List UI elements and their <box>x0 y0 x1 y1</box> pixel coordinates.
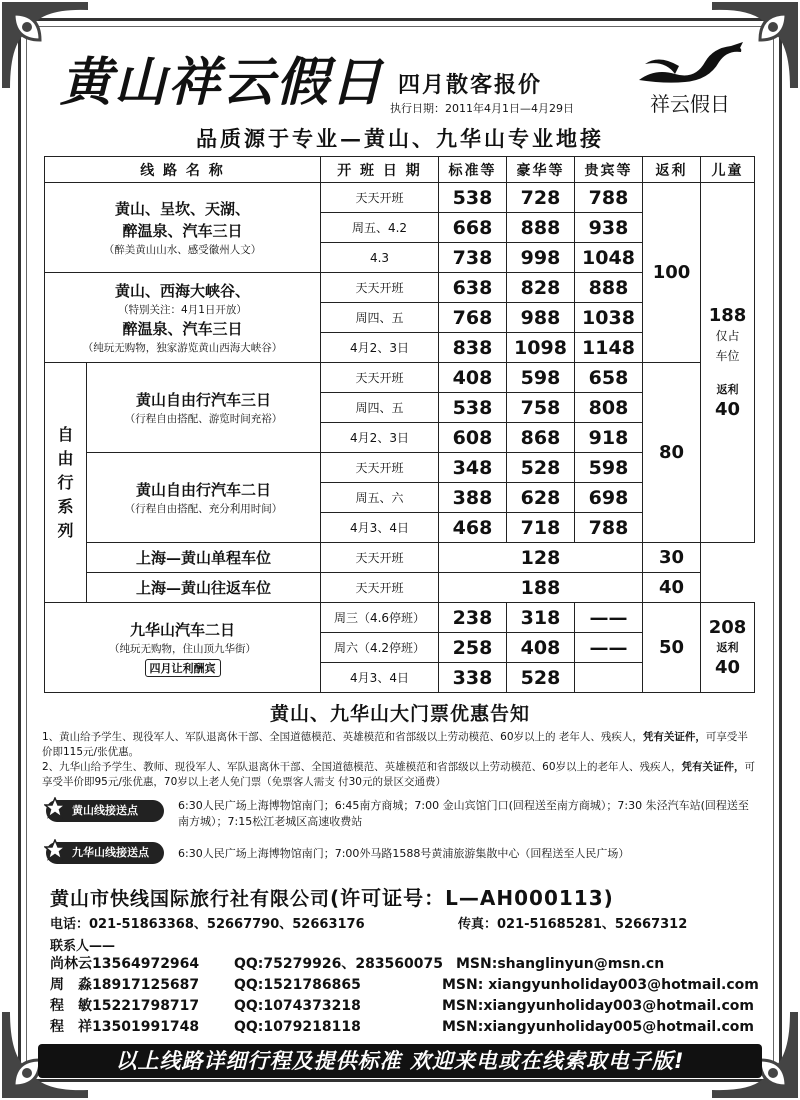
contact-name-phone: 尚林云13564972964 <box>50 956 200 972</box>
notice-title: 黄山、九华山大门票优惠告知 <box>269 703 530 725</box>
price-standard: 468 <box>439 513 507 543</box>
table-row <box>45 543 755 573</box>
company-title: 黄山市快线国际旅行社有限公司 <box>50 888 331 910</box>
price-vip: 788 <box>575 513 643 543</box>
schedule-cell: 天天开班 <box>321 453 439 483</box>
price-vip: 918 <box>575 423 643 453</box>
price-luxury: 758 <box>507 393 575 423</box>
schedule-cell: 4月2、3日 <box>321 423 439 453</box>
price-vip: —— <box>575 633 643 663</box>
price-standard: 738 <box>439 243 507 273</box>
price-standard: 608 <box>439 423 507 453</box>
notice-item <box>42 760 758 790</box>
contact-qq: QQ:1074373218 <box>234 998 361 1014</box>
column-header: 标准等 <box>439 157 507 183</box>
price-vip: 1048 <box>575 243 643 273</box>
pickup-text: 6:30人民广场上海博物馆南门；7:00外马路1588号黄浦旅游集散中心（回程送至人民广场） <box>178 847 630 860</box>
schedule-cell: 周五、4.2 <box>321 213 439 243</box>
schedule-cell: 4月3、4日 <box>321 513 439 543</box>
flyer-content <box>38 34 762 1078</box>
series-char: 由 <box>57 448 74 468</box>
child-rebate: 40 <box>714 398 741 420</box>
price-luxury: 828 <box>507 273 575 303</box>
price-luxury: 888 <box>507 213 575 243</box>
rebate-cell: 30 <box>643 543 701 573</box>
route-cell <box>45 603 321 693</box>
rebate-cell: 40 <box>643 573 701 603</box>
price-luxury: 988 <box>507 303 575 333</box>
column-header: 线 路 名 称 <box>45 157 321 183</box>
series-char: 列 <box>57 520 74 540</box>
price-vip <box>575 663 643 693</box>
column-header: 豪华等 <box>507 157 575 183</box>
price-standard: 638 <box>439 273 507 303</box>
pickup-badge: 黄山线接送点 <box>46 800 164 822</box>
child-note: 仅占 <box>715 328 740 343</box>
series-char: 自 <box>57 424 74 444</box>
execution-date: 执行日期：2011年4月1日—4月29日 <box>390 102 574 115</box>
offer-title: 四月散客报价 <box>398 73 543 98</box>
notice-emphasis: 凭有关证件， <box>642 731 706 743</box>
price-luxury: 408 <box>507 633 575 663</box>
contact-msn: MSN:xiangyunholiday003@hotmail.com <box>442 998 754 1014</box>
price-luxury: 318 <box>507 603 575 633</box>
phone-numbers: 电话：021-51863368、52667790、52663176 <box>50 917 365 932</box>
pickup-jiuhuashan <box>38 838 762 874</box>
contact-name-phone: 周 淼18917125687 <box>50 977 200 993</box>
price-table <box>44 156 755 693</box>
ticket-notice <box>38 730 762 790</box>
route-note: （行程自由搭配、游览时间充裕） <box>124 412 283 425</box>
price-luxury: 998 <box>507 243 575 273</box>
route-cell <box>87 363 321 453</box>
route-note: （纯玩无购物，独家游览黄山西海大峡谷） <box>82 341 283 354</box>
contacts-label: 联系人—— <box>50 939 116 954</box>
table-row <box>45 183 755 213</box>
schedule-cell: 4月2、3日 <box>321 333 439 363</box>
route-name: 醉温泉、汽车三日 <box>122 319 243 338</box>
schedule-cell: 周三（4.6停班） <box>321 603 439 633</box>
route-special-note: （特别关注：4月1日开放） <box>118 303 247 316</box>
price-luxury: 628 <box>507 483 575 513</box>
price-standard: 538 <box>439 393 507 423</box>
route-name: 上海—黄山单程车位 <box>87 543 321 573</box>
price-luxury: 728 <box>507 183 575 213</box>
contact-msn: MSN:shanglinyun@msn.cn <box>456 956 665 972</box>
route-note: （行程自由搭配、充分利用时间） <box>124 502 283 515</box>
column-header: 儿童 <box>701 157 755 183</box>
child-price: 208 <box>708 616 747 638</box>
contact-msn: MSN: xiangyunholiday003@hotmail.com <box>442 977 759 993</box>
logo <box>630 40 750 117</box>
star-icon <box>44 839 66 861</box>
price-vip: 598 <box>575 453 643 483</box>
series-label-cell <box>45 363 87 603</box>
column-header: 返利 <box>643 157 701 183</box>
series-char: 系 <box>57 496 74 516</box>
schedule-cell: 周四、五 <box>321 393 439 423</box>
contact-name-phone: 程 祥13501991748 <box>50 1019 200 1035</box>
price-standard: 838 <box>439 333 507 363</box>
price-vip: 808 <box>575 393 643 423</box>
contact-msn: MSN:xiangyunholiday005@hotmail.com <box>442 1019 754 1035</box>
pickup-badge: 九华山线接送点 <box>46 842 164 864</box>
price-luxury: 1098 <box>507 333 575 363</box>
rebate-cell: 80 <box>643 363 701 543</box>
route-cell <box>45 183 321 273</box>
price-standard: 338 <box>439 663 507 693</box>
column-header: 开 班 日 期 <box>321 157 439 183</box>
child-price-cell <box>701 183 755 543</box>
rebate-cell: 50 <box>643 603 701 693</box>
table-row <box>45 573 755 603</box>
route-name: 黄山自由行汽车二日 <box>135 480 271 499</box>
schedule-cell: 周五、六 <box>321 483 439 513</box>
price-vip: 1148 <box>575 333 643 363</box>
route-cell <box>45 273 321 363</box>
contact-qq: QQ:1521786865 <box>234 977 361 993</box>
price-luxury: 598 <box>507 363 575 393</box>
price-luxury: 718 <box>507 513 575 543</box>
schedule-cell: 天天开班 <box>321 573 439 603</box>
pickup-huangshan <box>38 796 762 832</box>
schedule-cell: 周四、五 <box>321 303 439 333</box>
star-icon <box>44 797 66 819</box>
schedule-cell: 天天开班 <box>321 273 439 303</box>
swan-logo-icon <box>635 40 745 86</box>
fax-numbers: 传真：021-51685281、52667312 <box>458 917 688 932</box>
price-standard: 768 <box>439 303 507 333</box>
schedule-cell: 天天开班 <box>321 543 439 573</box>
table-row <box>45 363 755 393</box>
child-price: 188 <box>708 304 747 326</box>
route-cell <box>87 453 321 543</box>
child-rebate-label: 返利 <box>716 640 739 654</box>
pickup-text: 6:30人民广场上海博物馆南门；6:45南方商城；7:00 金山宾馆门口(回程送至南方商城）；7:30 朱泾汽车站(回程送至南方城）；7:15松江老城区高速收费站 <box>178 799 749 828</box>
contact-row <box>38 954 762 975</box>
price-vip: 888 <box>575 273 643 303</box>
route-name: 上海—黄山往返车位 <box>87 573 321 603</box>
slogan: 品质源于专业—黄山、九华山专业地接 <box>196 126 604 151</box>
schedule-cell: 4.3 <box>321 243 439 273</box>
route-note: （纯玩无购物，住山顶九华街） <box>109 642 256 655</box>
contact-row <box>38 975 762 996</box>
notice-text: 可享受半价即95元/张优惠，70岁以上老人免门票（免票客人需支 付30元的景区交通费） <box>42 761 756 788</box>
table-row <box>45 603 755 633</box>
price-standard: 388 <box>439 483 507 513</box>
company-phones <box>38 913 762 931</box>
rebate-cell: 100 <box>643 183 701 363</box>
contact-name-phone: 程 敏15221798717 <box>50 998 200 1014</box>
license-number: (许可证号：L—AH000113) <box>330 886 614 910</box>
series-char: 行 <box>57 472 74 492</box>
brand-title: 黄山祥云假日 <box>60 52 385 113</box>
contact-qq: QQ:75279926、283560075 <box>234 956 444 972</box>
contact-qq: QQ:1079218118 <box>234 1019 361 1035</box>
price-vip: 788 <box>575 183 643 213</box>
price-seat: 128 <box>439 543 643 573</box>
notice-text: 2、九华山给予学生、教师、现役军人、军队退离休干部、全国道德模范、英雄模范和省部级以上劳动模范、60岁以上的老年人、残疾人， <box>42 761 682 773</box>
price-luxury: 528 <box>507 663 575 693</box>
schedule-cell: 周六（4.2停班） <box>321 633 439 663</box>
closing-banner: 以上线路详细行程及提供标准 欢迎来电或在线索取电子版! <box>38 1044 762 1078</box>
price-vip: 698 <box>575 483 643 513</box>
promo-badge: 四月让利酬宾 <box>145 659 221 677</box>
price-standard: 538 <box>439 183 507 213</box>
contact-row <box>38 996 762 1017</box>
contact-row <box>38 1017 762 1038</box>
price-vip: 658 <box>575 363 643 393</box>
route-note: （醉美黄山山水、感受徽州人文） <box>103 243 262 256</box>
schedule-cell: 天天开班 <box>321 183 439 213</box>
notice-text: 1、黄山给予学生、现役军人、军队退离休干部、全国道德模范、英雄模范和省部级以上劳动模范、60岁以上的 老年人、残疾人， <box>42 731 643 743</box>
child-note: 车位 <box>715 348 740 363</box>
child-price-cell <box>701 603 755 693</box>
logo-text: 祥云假日 <box>650 92 730 116</box>
notice-item <box>42 730 758 760</box>
price-standard: 348 <box>439 453 507 483</box>
price-vip: 1038 <box>575 303 643 333</box>
route-name: 九华山汽车二日 <box>129 620 235 639</box>
route-name: 醉温泉、汽车三日 <box>122 221 243 240</box>
company-name <box>38 882 762 911</box>
header <box>38 34 762 122</box>
price-luxury: 528 <box>507 453 575 483</box>
price-standard: 258 <box>439 633 507 663</box>
table-header-row <box>45 157 755 183</box>
price-seat: 188 <box>439 573 643 603</box>
route-name: 黄山、呈坎、天湖、 <box>114 199 250 218</box>
price-standard: 668 <box>439 213 507 243</box>
price-standard: 238 <box>439 603 507 633</box>
column-header: 贵宾等 <box>575 157 643 183</box>
notice-text: 可享受半价即115元/张优惠。 <box>42 731 748 758</box>
notice-emphasis: 凭有关证件， <box>681 761 745 773</box>
route-name: 黄山自由行汽车三日 <box>135 390 271 409</box>
price-luxury: 868 <box>507 423 575 453</box>
price-vip: —— <box>575 603 643 633</box>
route-name: 黄山、西海大峡谷、 <box>114 281 250 300</box>
schedule-cell: 天天开班 <box>321 363 439 393</box>
child-rebate-label: 返利 <box>716 382 739 396</box>
price-standard: 408 <box>439 363 507 393</box>
schedule-cell: 4月3、4日 <box>321 663 439 693</box>
price-vip: 938 <box>575 213 643 243</box>
child-rebate: 40 <box>714 656 741 678</box>
